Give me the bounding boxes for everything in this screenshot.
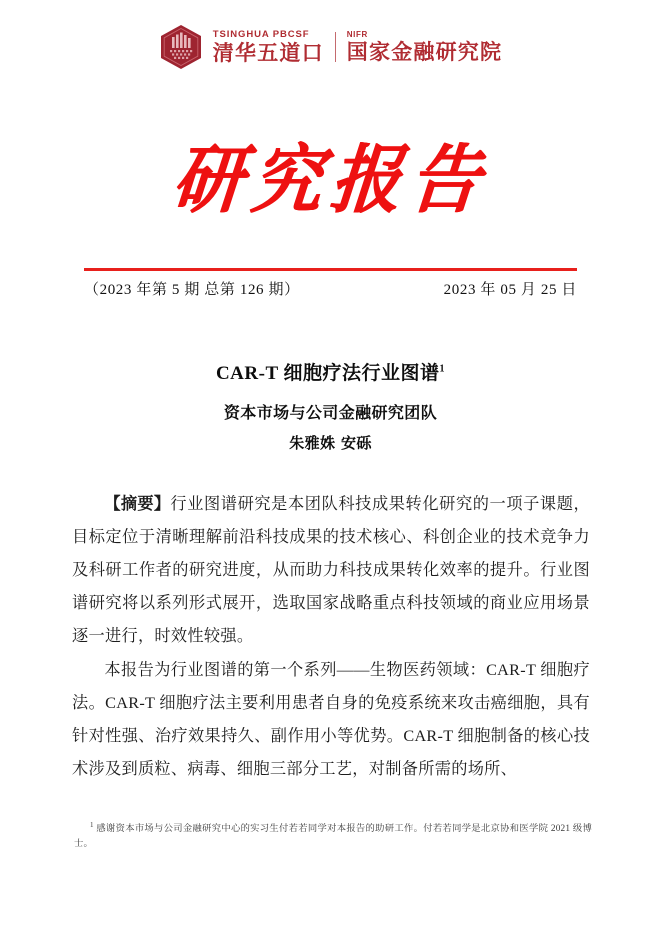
body-content [72,487,590,786]
abstract-paragraph [72,487,590,653]
logo-cn-pbcsf: 清华五道口 [212,40,324,65]
abstract-text: 行业图谱研究是本团队科技成果转化研究的一项子课题，目标定位于清晰理解前沿科技成果的技术核心、科创企业的技术竞争力及科研工作者的研究进度，从而助力科技成果转化效率的提升。行业图谱研究将以系列形式展开，选取国家战略重点科技领域的商业应用场景逐一进行，时效性较强。 [72,495,591,645]
issue-date: 2023 年 05 月 25 日 [443,282,577,298]
article-title [0,358,661,385]
logo-vertical-divider [335,32,336,62]
masthead [0,24,661,70]
logo-lockup [159,24,502,70]
logo-wordmark-pbcsf [213,30,324,64]
abstract-label: 【摘要】 [104,494,171,513]
footnote [74,818,592,852]
logo-wordmarks [213,30,502,64]
byline-team: 资本市场与公司金融研究团队 [223,403,438,422]
footnote-marker: 1 [90,821,94,829]
issue-line [84,278,577,299]
brush-title: 研究报告 [168,135,493,224]
article-title-text: CAR-T 细胞疗法行业图谱 [215,363,440,384]
brush-title-container [0,135,661,224]
footnote-indent-spacer [74,824,90,834]
tsinghua-hexagon-logo-icon [159,24,203,70]
byline-authors: 朱雅姝 安砾 [289,434,372,452]
logo-latin-nifr: NIFR [346,30,368,39]
footnote-text: 感谢资本市场与公司金融研究中心的实习生付若若同学对本报告的助研工作。付若若同学是北京协和医学院 2021 级博士。 [74,824,593,850]
paragraph-two: 本报告为行业图谱的第一个系列——生物医药领域：CAR-T 细胞疗法。CAR-T 细胞疗法主要利用患者自身的免疫系统来攻击癌细胞，具有针对性强、治疗效果持久、副作用小等优势。CAR-T 细胞制备的核心技术涉及到质粒、病毒、细胞三部分工艺，对制备所需的场所、 [72,661,590,778]
logo-cn-nifr: 国家金融研究院 [346,40,503,64]
issue-number: （2023 年第 5 期 总第 126 期） [84,282,300,298]
article-title-footnote-marker: 1 [439,363,446,375]
logo-wordmark-nifr [347,31,502,63]
footnote-separator-rule [72,812,242,813]
red-horizontal-rule [84,268,577,271]
logo-latin-pbcsf: TSINGHUA PBCSF [212,29,310,41]
